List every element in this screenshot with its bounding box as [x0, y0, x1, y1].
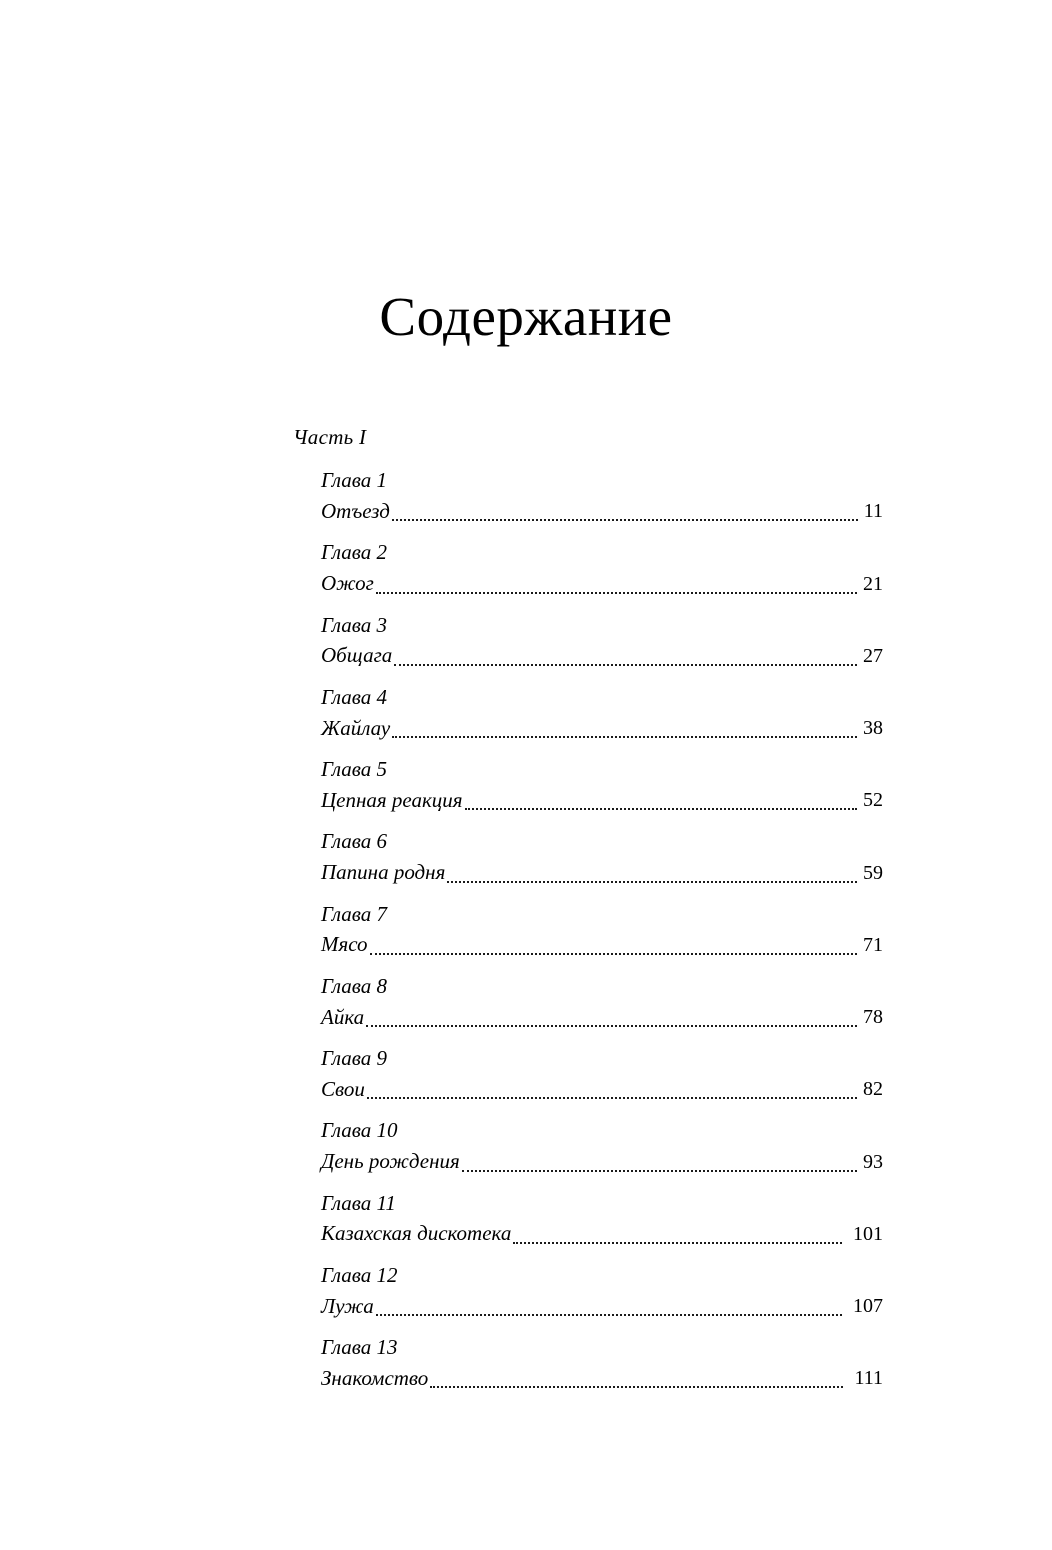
chapter-line[interactable]: [321, 1218, 883, 1248]
chapter-line[interactable]: [321, 496, 883, 526]
chapter-title: Знакомство: [321, 1365, 429, 1390]
chapter-title: Лужа: [321, 1293, 374, 1318]
chapter-number: Глава 6: [321, 829, 387, 854]
leader-dots: [392, 735, 857, 738]
chapter-line[interactable]: [321, 640, 883, 670]
leader-dots: [394, 663, 857, 666]
leader-dots: [462, 1169, 857, 1172]
leader-dots: [392, 518, 858, 521]
chapter-number: Глава 7: [321, 901, 387, 926]
list-item[interactable]: [321, 900, 883, 960]
list-item[interactable]: [321, 683, 883, 743]
chapter-line[interactable]: [321, 713, 883, 743]
chapter-title: Папина родня: [321, 860, 446, 885]
chapter-number: Глава 13: [321, 1335, 398, 1359]
page-number: 38: [863, 717, 883, 739]
list-item[interactable]: [321, 827, 883, 887]
page-number: 11: [863, 500, 883, 523]
chapter-number: Глава 8: [321, 973, 387, 998]
chapter-title: Цепная реакция: [321, 787, 463, 812]
page-number: 101: [853, 1222, 883, 1245]
list-item[interactable]: [321, 538, 883, 598]
chapter-title: Отъезд: [321, 498, 390, 523]
page-number: 27: [863, 644, 883, 667]
chapter-title: Общага: [321, 643, 393, 668]
page-number: 21: [863, 572, 883, 595]
chapter-line[interactable]: [321, 929, 883, 959]
chapter-line[interactable]: [321, 1291, 883, 1321]
list-item[interactable]: [321, 1189, 883, 1249]
list-item[interactable]: [321, 972, 883, 1032]
leader-dots: [376, 1313, 842, 1316]
leader-dots: [370, 952, 857, 955]
page-number: 93: [863, 1150, 883, 1173]
list-item[interactable]: [321, 755, 883, 815]
list-item[interactable]: [321, 1116, 883, 1176]
chapter-line[interactable]: [321, 1002, 883, 1032]
chapter-line[interactable]: [321, 857, 883, 887]
page-number: 59: [863, 861, 883, 884]
leader-dots: [366, 1024, 857, 1027]
page-number: 71: [863, 933, 883, 956]
page-number: 52: [863, 789, 883, 812]
leader-dots: [430, 1385, 843, 1388]
list-item[interactable]: [321, 1333, 883, 1393]
chapter-line[interactable]: [321, 568, 883, 598]
page-number: 107: [853, 1295, 883, 1317]
part-label: Часть I: [293, 425, 367, 449]
list-item[interactable]: [321, 1261, 883, 1321]
page-number: 78: [863, 1006, 883, 1028]
chapter-line[interactable]: [321, 1074, 883, 1104]
chapter-number: Глава 1: [321, 468, 387, 492]
leader-dots: [376, 591, 857, 594]
chapter-title: Жайлау: [321, 715, 391, 740]
leader-dots: [447, 880, 857, 883]
chapter-line[interactable]: [321, 785, 883, 815]
list-item[interactable]: [321, 1044, 883, 1104]
chapter-line[interactable]: [321, 1146, 883, 1176]
chapter-number: Глава 4: [321, 684, 387, 709]
chapter-title: Айка: [321, 1004, 365, 1029]
chapter-title: Ожог: [321, 571, 374, 596]
leader-dots: [513, 1241, 842, 1244]
chapter-number: Глава 12: [321, 1262, 398, 1287]
list-item[interactable]: [321, 611, 883, 671]
chapter-number: Глава 3: [321, 612, 387, 637]
leader-dots: [367, 1096, 857, 1099]
chapter-number: Глава 5: [321, 757, 387, 781]
chapter-number: Глава 10: [321, 1118, 398, 1143]
chapter-title: Свои: [321, 1076, 365, 1101]
page-number: 82: [863, 1078, 883, 1101]
page-title: Содержание: [379, 285, 673, 347]
chapter-number: Глава 2: [321, 540, 387, 565]
chapter-number: Глава 11: [321, 1190, 396, 1215]
chapter-title: Мясо: [321, 932, 368, 957]
chapter-line[interactable]: [321, 1363, 883, 1393]
page-number: 111: [854, 1367, 883, 1390]
list-item[interactable]: [321, 466, 883, 526]
table-of-contents: [293, 425, 883, 1405]
chapter-title: День рождения: [321, 1149, 460, 1174]
leader-dots: [465, 807, 857, 810]
chapter-number: Глава 9: [321, 1046, 387, 1070]
chapter-title: Казахская дискотека: [321, 1221, 512, 1246]
